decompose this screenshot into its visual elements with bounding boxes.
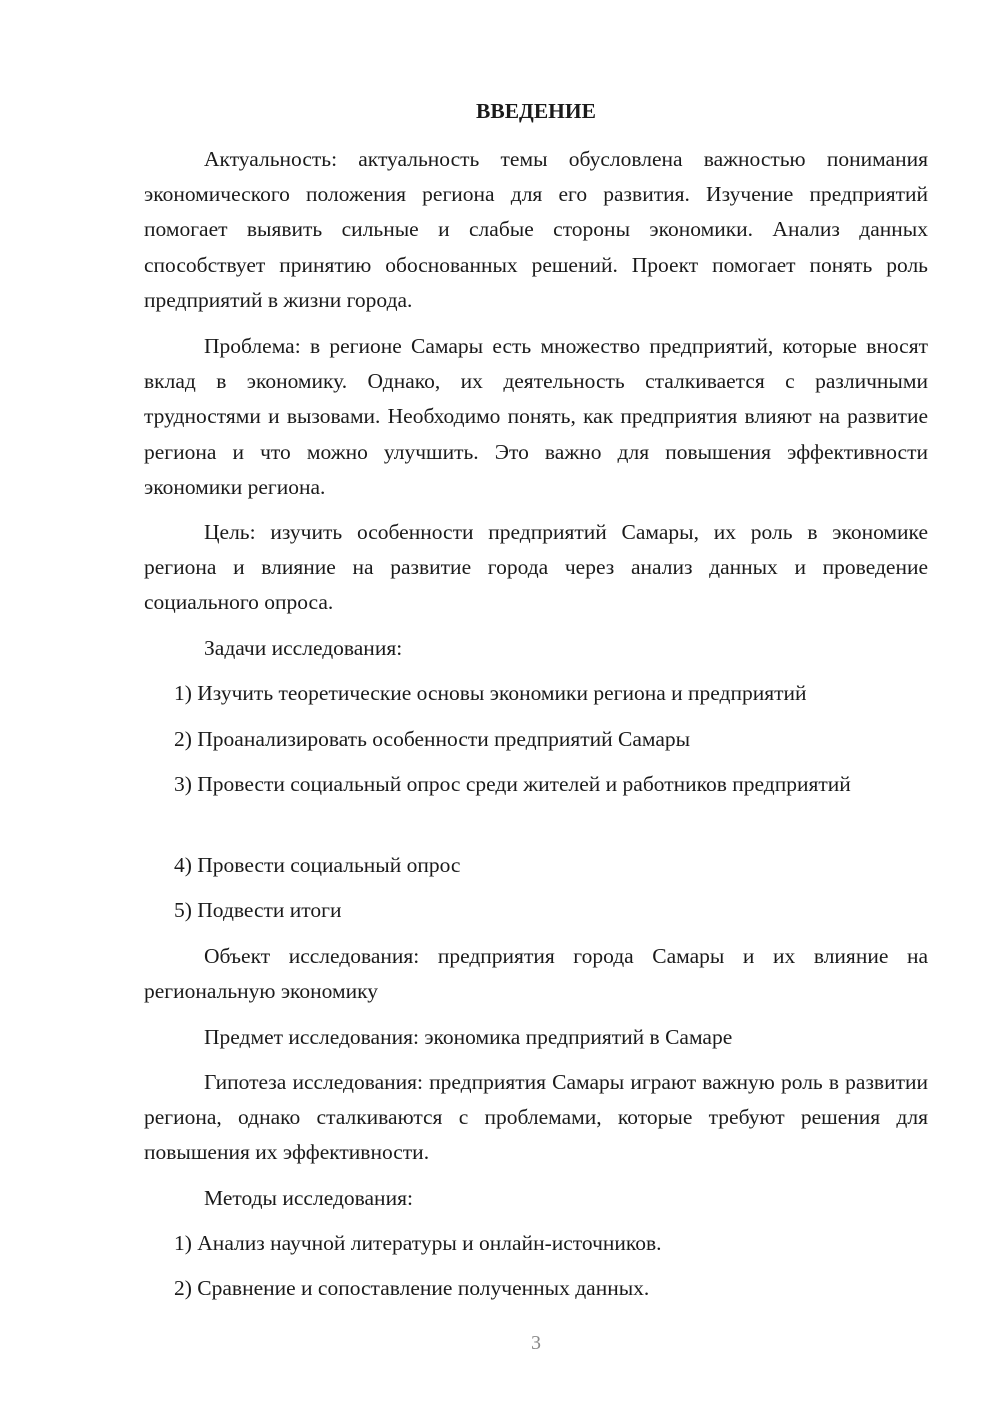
methods-heading: Методы исследования: [204,1186,413,1210]
list-item-method-2: 2) Сравнение и сопоставление полученных данных. [174,1276,650,1300]
paragraph-problem: Проблема: в регионе Самары есть множество предприятий, которые вносят вклад в экономику. Однако, их деятельность сталкивается с различными трудностями и вызовами. Необходимо понять, как предприятия влияют на развитие региона и что можно улучшить. Это важно для повышения эффективности экономики региона. [144,334,928,499]
page-title: ВВЕДЕНИЕ [476,99,596,123]
list-item-task-5: 5) Подвести итоги [174,898,342,922]
paragraph-relevance: Актуальность: актуальность темы обусловлена важностью понимания экономического положения региона для его развития. Изучение предприятий помогает выявить сильные и слабые стороны экономики. Анализ данных способствует принятию обоснованных решений. Проект помогает понять роль предприятий в жизни города. [144,147,928,312]
list-item-task-3: 3) Провести социальный опрос среди жителей и работников предприятий [174,772,851,796]
paragraph-subject: Предмет исследования: экономика предприятий в Самаре [204,1025,733,1049]
paragraph-goal: Цель: изучить особенности предприятий Самары, их роль в экономике региона и влияние на развитие города через анализ данных и проведение социального опроса. [144,520,928,615]
list-item-task-1: 1) Изучить теоретические основы экономики региона и предприятий [174,681,807,705]
page-number: 3 [531,1332,541,1354]
paragraph-object: Объект исследования: предприятия города Самары и их влияние на региональную экономику [144,944,928,1004]
list-item-task-2: 2) Проанализировать особенности предприятий Самары [174,727,691,751]
list-item-task-4: 4) Провести социальный опрос [174,853,461,877]
paragraph-hypothesis: Гипотеза исследования: предприятия Самары играют важную роль в развитии региона, однако сталкиваются с проблемами, которые требуют решения для повышения их эффективности. [144,1070,928,1165]
tasks-heading: Задачи исследования: [204,636,403,660]
list-item-method-1: 1) Анализ научной литературы и онлайн-источников. [174,1231,662,1255]
